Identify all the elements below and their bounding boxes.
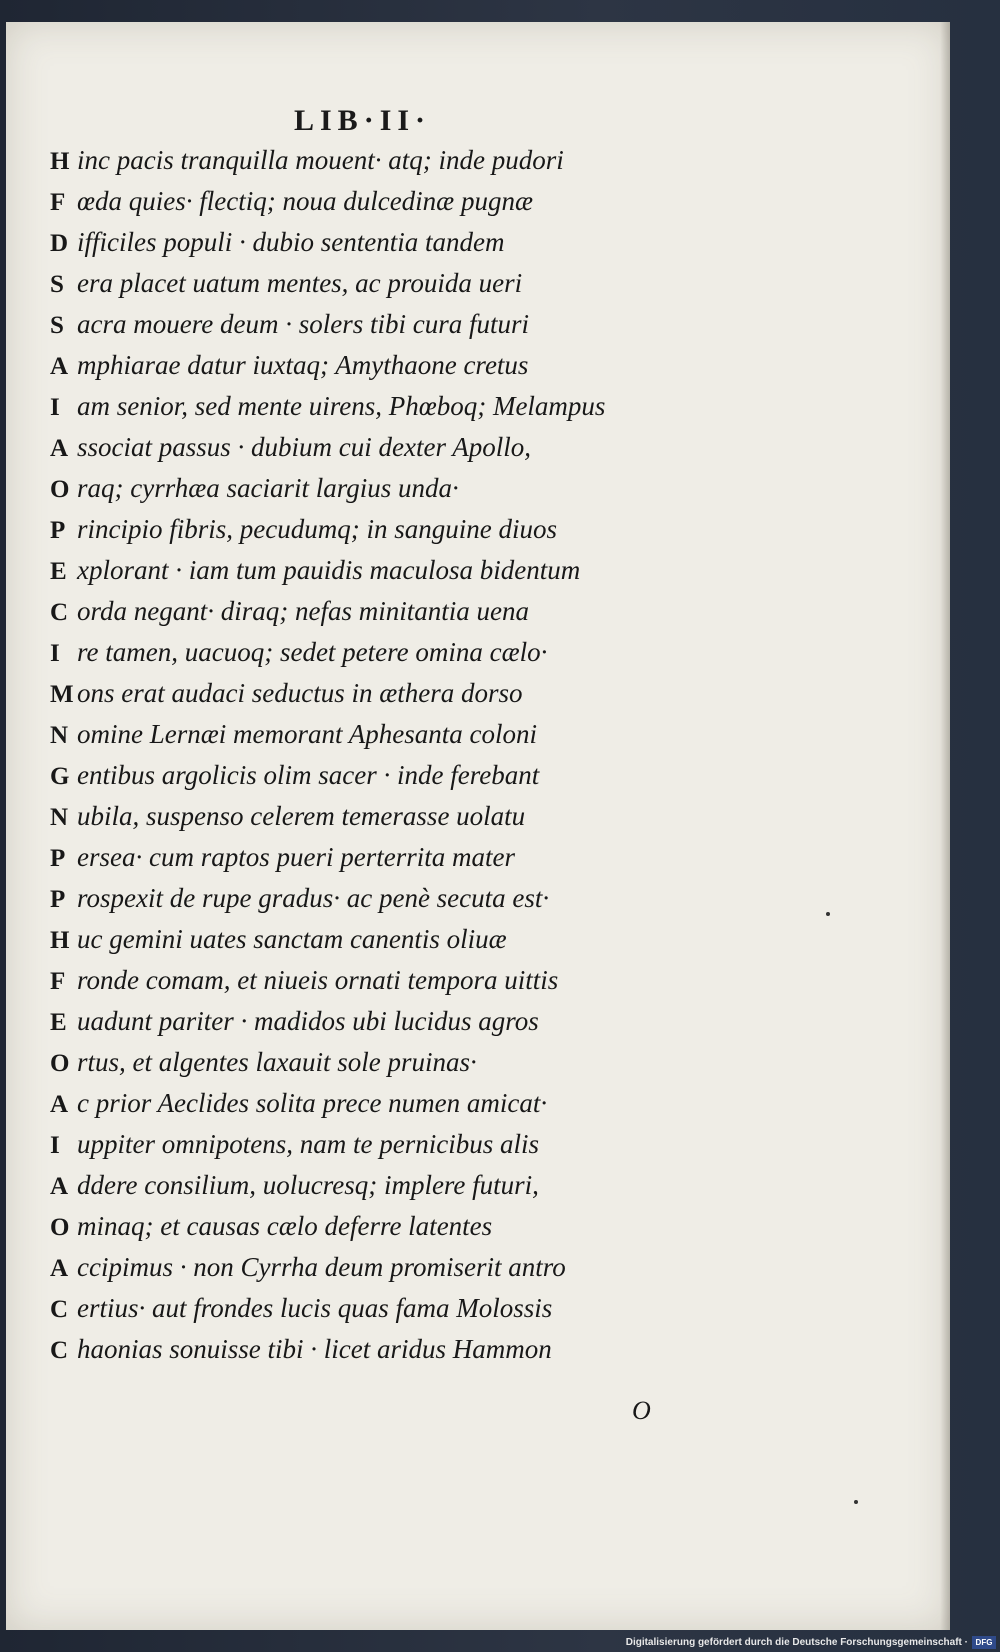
verse-line: [50, 714, 770, 755]
verse-line: [50, 140, 770, 181]
verse-text: entibus argolicis olim sacer · inde ferebant: [77, 760, 540, 790]
verse-line: [50, 755, 770, 796]
verse-text: uppiter omnipotens, nam te pernicibus alis: [77, 1129, 539, 1159]
verse-line: [50, 509, 770, 550]
verse-line: [50, 181, 770, 222]
verse-line: [50, 673, 770, 714]
verse-initial: A: [50, 435, 69, 462]
verse-initial: O: [50, 1214, 70, 1241]
verse-text: c prior Aeclides solita prece numen amicat·: [77, 1088, 548, 1118]
verse-text: re tamen, uacuoq; sedet petere omina cælo·: [77, 637, 548, 667]
verse-line: [50, 919, 770, 960]
verse-text: rospexit de rupe gradus· ac penè secuta est·: [77, 883, 550, 913]
verse-text: orda negant· diraq; nefas minitantia uena: [77, 596, 529, 626]
catchword: O: [632, 1396, 651, 1425]
verse-line: [50, 345, 770, 386]
verse-text: ronde comam, et niueis ornati tempora uittis: [77, 965, 559, 995]
verse-text: ersea· cum raptos pueri perterrita mater: [77, 842, 515, 872]
verse-initial: H: [50, 927, 70, 954]
verse-text: ccipimus · non Cyrrha deum promiserit antro: [77, 1252, 566, 1282]
verse-text: mphiarae datur iuxtaq; Amythaone cretus: [77, 350, 529, 380]
verse-line: [50, 1329, 770, 1370]
verse-list: [50, 140, 770, 1370]
verse-text: raq; cyrrhæa saciarit largius unda·: [77, 473, 459, 503]
dfg-logo-icon: DFG: [972, 1636, 996, 1649]
verse-initial: I: [50, 1132, 60, 1159]
verse-text: omine Lernæi memorant Aphesanta coloni: [77, 719, 537, 749]
verse-line: [50, 1288, 770, 1329]
verse-initial: D: [50, 230, 69, 257]
verse-text: ddere consilium, uolucresq; implere futuri,: [77, 1170, 539, 1200]
verse-line: [50, 1001, 770, 1042]
verse-text: acra mouere deum · solers tibi cura futuri: [77, 309, 529, 339]
verse-line: [50, 591, 770, 632]
verse-initial: C: [50, 1296, 69, 1323]
verse-initial: S: [50, 271, 64, 298]
verse-initial: F: [50, 968, 66, 995]
verse-line: [50, 550, 770, 591]
verse-text: ssociat passus · dubium cui dexter Apollo,: [77, 432, 531, 462]
verse-text: rincipio fibris, pecudumq; in sanguine diuos: [77, 514, 557, 544]
verse-initial: I: [50, 394, 60, 421]
verse-line: [50, 222, 770, 263]
verse-text: era placet uatum mentes, ac prouida ueri: [77, 268, 523, 298]
book-page: [6, 22, 950, 1630]
verse-line: [50, 796, 770, 837]
verse-line: [50, 960, 770, 1001]
verse-line: [50, 1165, 770, 1206]
verse-initial: C: [50, 1337, 69, 1364]
verse-text: minaq; et causas cælo deferre latentes: [77, 1211, 493, 1241]
verse-initial: P: [50, 517, 66, 544]
verse-initial: E: [50, 558, 67, 585]
ink-speck: [854, 1500, 858, 1504]
verse-initial: S: [50, 312, 64, 339]
verse-line: [50, 1124, 770, 1165]
verse-initial: M: [50, 681, 74, 708]
verse-initial: H: [50, 148, 70, 175]
funding-credit: Digitalisierung gefördert durch die Deutsche Forschungsgemeinschaft ·: [625, 1637, 968, 1648]
verse-line: [50, 386, 770, 427]
verse-line: [50, 1206, 770, 1247]
verse-text: œda quies· flectiq; noua dulcedinæ pugnæ: [77, 186, 533, 216]
verse-line: [50, 878, 770, 919]
verse-initial: E: [50, 1009, 67, 1036]
verse-line: [50, 468, 770, 509]
verse-line: [50, 1083, 770, 1124]
verse-text: uadunt pariter · madidos ubi lucidus agros: [77, 1006, 539, 1036]
verse-line: [50, 304, 770, 345]
verse-line: [50, 427, 770, 468]
verse-initial: A: [50, 1255, 69, 1282]
verse-line: [50, 263, 770, 304]
verse-initial: N: [50, 804, 69, 831]
verse-initial: F: [50, 189, 66, 216]
verse-initial: G: [50, 763, 70, 790]
verse-line: [50, 1042, 770, 1083]
verse-initial: O: [50, 1050, 70, 1077]
verse-initial: O: [50, 476, 70, 503]
verse-text: xplorant · iam tum pauidis maculosa bidentum: [77, 555, 581, 585]
verse-text: haonias sonuisse tibi · licet aridus Hammon: [77, 1334, 552, 1364]
verse-initial: A: [50, 1173, 69, 1200]
verse-text: ons erat audaci seductus in æthera dorso: [77, 678, 523, 708]
verse-initial: A: [50, 1091, 69, 1118]
verse-text: rtus, et algentes laxauit sole pruinas·: [77, 1047, 477, 1077]
ink-speck: [826, 912, 830, 916]
verse-initial: A: [50, 353, 69, 380]
verse-line: [50, 837, 770, 878]
verse-text: ifficiles populi · dubio sententia tandem: [77, 227, 505, 257]
verse-initial: C: [50, 599, 69, 626]
running-head: LIB·II·: [294, 104, 432, 137]
verse-initial: P: [50, 886, 66, 913]
footer-bar: [0, 1630, 1000, 1652]
verse-initial: P: [50, 845, 66, 872]
verse-line: [50, 632, 770, 673]
verse-text: ubila, suspenso celerem temerasse uolatu: [77, 801, 526, 831]
verse-text: am senior, sed mente uirens, Phœboq; Melampus: [77, 391, 606, 421]
verse-text: uc gemini uates sanctam canentis oliuæ: [77, 924, 507, 954]
verse-line: [50, 1247, 770, 1288]
verse-initial: N: [50, 722, 69, 749]
verse-initial: I: [50, 640, 60, 667]
verse-text: inc pacis tranquilla mouent· atq; inde pudori: [77, 145, 564, 175]
verse-text: ertius· aut frondes lucis quas fama Molossis: [77, 1293, 553, 1323]
